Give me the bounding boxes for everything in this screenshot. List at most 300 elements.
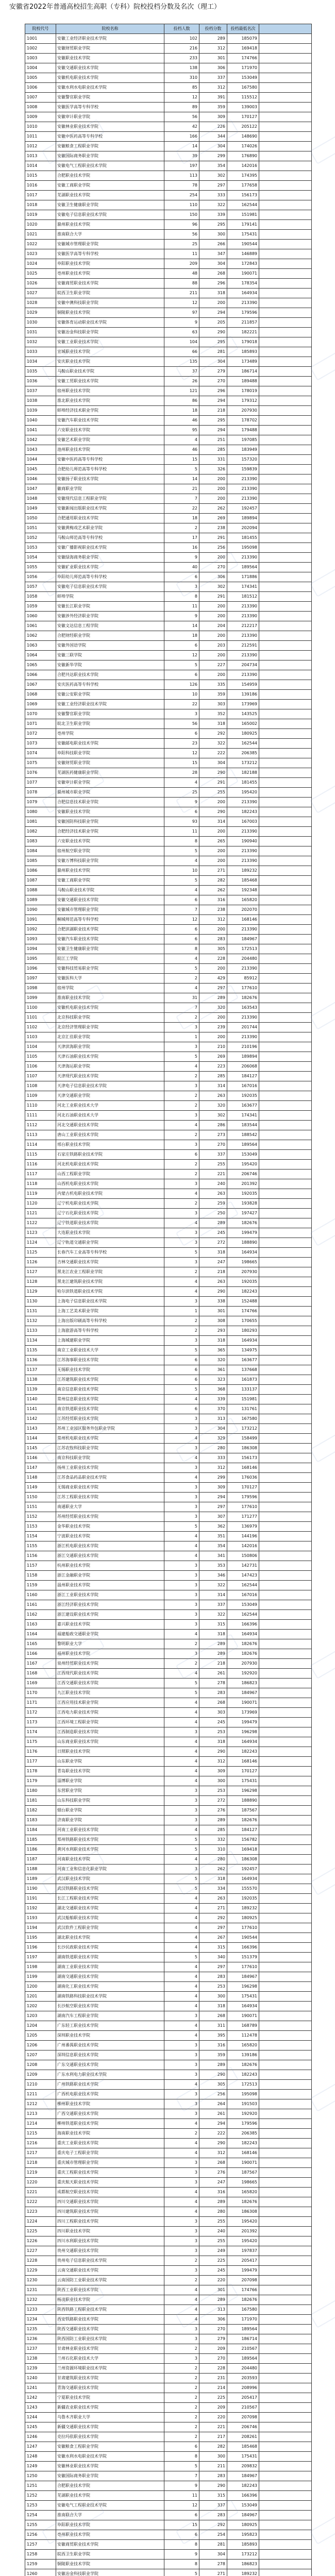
cell-count: 8 bbox=[164, 944, 199, 954]
cell-code: 1232 bbox=[25, 2295, 56, 2305]
cell-code: 1037 bbox=[25, 386, 56, 396]
cell-count: 3 bbox=[164, 2158, 199, 2168]
cell-score: 255 bbox=[199, 2217, 227, 2227]
cell-code: 1253 bbox=[25, 2501, 56, 2511]
cell-score: 297 bbox=[199, 984, 227, 993]
cell-code: 1156 bbox=[25, 1551, 56, 1561]
cell-name: 安徽现代信息工程职业学院 bbox=[56, 494, 164, 504]
table-row bbox=[25, 34, 312, 44]
cell-score: 280 bbox=[199, 2207, 227, 2217]
cell-count: 5 bbox=[164, 1052, 199, 1062]
cell-extra bbox=[259, 2080, 312, 2090]
cell-rank: 175431 bbox=[227, 1992, 259, 2002]
table-row bbox=[25, 2471, 312, 2481]
cell-extra bbox=[259, 1023, 312, 1032]
cell-count: 4 bbox=[164, 856, 199, 866]
col-header-extra bbox=[259, 24, 312, 34]
cell-code: 1202 bbox=[25, 2002, 56, 2011]
cell-code: 1166 bbox=[25, 1649, 56, 1659]
cell-score: 318 bbox=[199, 1248, 227, 1258]
cell-count: 11 bbox=[164, 827, 199, 837]
cell-name: 江西制造职业技术学院 bbox=[56, 1727, 164, 1737]
cell-code: 1203 bbox=[25, 2011, 56, 2021]
cell-score: 200 bbox=[199, 612, 227, 621]
cell-count: 6 bbox=[164, 641, 199, 651]
cell-code: 1176 bbox=[25, 1747, 56, 1757]
cell-rank: 151981 bbox=[227, 210, 259, 220]
cell-code: 1186 bbox=[25, 1845, 56, 1855]
cell-score: 312 bbox=[199, 2148, 227, 2158]
cell-score: 294 bbox=[199, 426, 227, 435]
cell-score: 351 bbox=[199, 1532, 227, 1541]
cell-rank: 195420 bbox=[227, 1160, 259, 1170]
cell-count: 8 bbox=[164, 592, 199, 602]
cell-rank: 186714 bbox=[227, 2334, 259, 2344]
cell-score: 272 bbox=[199, 1796, 227, 1806]
cell-name: 安庆医药高等专科学校 bbox=[56, 680, 164, 690]
cell-count: 3 bbox=[164, 1023, 199, 1032]
cell-name: 安徽新华学院 bbox=[56, 660, 164, 670]
table-row bbox=[25, 377, 312, 386]
cell-extra bbox=[259, 1747, 312, 1757]
cell-count: 5 bbox=[164, 964, 199, 974]
table-row bbox=[25, 122, 312, 132]
cell-score: 272 bbox=[199, 1238, 227, 1248]
cell-rank: 199479 bbox=[227, 2266, 259, 2276]
cell-extra bbox=[259, 1307, 312, 1316]
cell-count: 2 bbox=[164, 2413, 199, 2422]
cell-score: 200 bbox=[199, 1032, 227, 1042]
cell-code: 1159 bbox=[25, 1581, 56, 1590]
cell-extra bbox=[259, 2178, 312, 2188]
cell-extra bbox=[259, 142, 312, 151]
cell-name: 南京工业职业技术大学 bbox=[56, 1346, 164, 1355]
table-row bbox=[25, 2501, 312, 2511]
cell-extra bbox=[259, 2246, 312, 2256]
cell-name: 柳州铁道职业技术学院 bbox=[56, 2119, 164, 2129]
cell-extra bbox=[259, 416, 312, 426]
cell-rank: 207930 bbox=[227, 1659, 259, 1669]
cell-name: 陕西铁路工程职业技术学院 bbox=[56, 2305, 164, 2315]
cell-code: 1194 bbox=[25, 1923, 56, 1933]
cell-count: 5 bbox=[164, 465, 199, 474]
cell-extra bbox=[259, 2050, 312, 2060]
cell-score: 281 bbox=[199, 2540, 227, 2550]
cell-score: 314 bbox=[199, 817, 227, 827]
cell-name: 青海交通职业技术学院 bbox=[56, 2383, 164, 2393]
cell-count: 3 bbox=[164, 1444, 199, 1453]
cell-rank: 188890 bbox=[227, 1238, 259, 1248]
cell-count: 4 bbox=[164, 2080, 199, 2090]
cell-name: 日照职业技术学院 bbox=[56, 1747, 164, 1757]
cell-extra bbox=[259, 670, 312, 680]
table-row bbox=[25, 435, 312, 445]
cell-extra bbox=[259, 2511, 312, 2520]
cell-score: 315 bbox=[199, 1620, 227, 1630]
cell-rank: 184127 bbox=[227, 1825, 259, 1835]
cell-extra bbox=[259, 1140, 312, 1150]
table-row bbox=[25, 1091, 312, 1101]
cell-name: 上海电子信息职业技术学院 bbox=[56, 1297, 164, 1307]
cell-extra bbox=[259, 631, 312, 641]
table-row bbox=[25, 1209, 312, 1218]
cell-rank: 210196 bbox=[227, 1042, 259, 1052]
cell-extra bbox=[259, 269, 312, 279]
cell-extra bbox=[259, 1874, 312, 1884]
cell-score: 306 bbox=[199, 63, 227, 73]
cell-score: 300 bbox=[199, 230, 227, 240]
table-row bbox=[25, 1630, 312, 1639]
cell-count: 23 bbox=[164, 739, 199, 749]
cell-rank: 173969 bbox=[227, 1708, 259, 1718]
cell-code: 1028 bbox=[25, 298, 56, 308]
cell-extra bbox=[259, 2011, 312, 2021]
cell-extra bbox=[259, 1767, 312, 1776]
cell-count: 4 bbox=[164, 2315, 199, 2325]
cell-score: 200 bbox=[199, 484, 227, 494]
table-row bbox=[25, 2560, 312, 2569]
watermark-mark bbox=[310, 2499, 335, 2545]
cell-code: 1110 bbox=[25, 1101, 56, 1111]
cell-code: 1039 bbox=[25, 406, 56, 416]
cell-rank: 177610 bbox=[227, 984, 259, 993]
cell-code: 1164 bbox=[25, 1630, 56, 1639]
cell-rank: 142731 bbox=[227, 1561, 259, 1571]
cell-name: 郑州铁路职业技术学院 bbox=[56, 1835, 164, 1845]
cell-rank: 144196 bbox=[227, 1532, 259, 1541]
cell-count: 2 bbox=[164, 2129, 199, 2139]
cell-code: 1077 bbox=[25, 778, 56, 788]
cell-score: 320 bbox=[199, 1355, 227, 1365]
cell-code: 1212 bbox=[25, 2099, 56, 2109]
table-row bbox=[25, 1639, 312, 1649]
cell-code: 1127 bbox=[25, 1267, 56, 1277]
cell-rank: 182243 bbox=[227, 2481, 259, 2491]
cell-code: 1124 bbox=[25, 1238, 56, 1248]
cell-count: 3 bbox=[164, 1081, 199, 1091]
cell-score: 220 bbox=[199, 2413, 227, 2422]
cell-rank: 185893 bbox=[227, 347, 259, 357]
cell-score: 302 bbox=[199, 582, 227, 592]
cell-score: 282 bbox=[199, 876, 227, 886]
cell-score: 318 bbox=[199, 719, 227, 729]
cell-rank: 196298 bbox=[227, 1982, 259, 1992]
cell-extra bbox=[259, 112, 312, 122]
cell-score: 200 bbox=[199, 925, 227, 935]
cell-score: 200 bbox=[199, 798, 227, 807]
cell-code: 1089 bbox=[25, 895, 56, 905]
cell-count: 10 bbox=[164, 690, 199, 700]
cell-count: 3 bbox=[164, 2109, 199, 2119]
cell-count: 12 bbox=[164, 93, 199, 103]
cell-rank: 169418 bbox=[227, 1845, 259, 1855]
cell-extra bbox=[259, 514, 312, 523]
table-row bbox=[25, 553, 312, 563]
cell-code: 1225 bbox=[25, 2227, 56, 2236]
cell-name: 安徽城市管理职业学院 bbox=[56, 905, 164, 915]
cell-name: 安徽城市管理职业学院 bbox=[56, 240, 164, 249]
cell-code: 1206 bbox=[25, 2041, 56, 2050]
cell-rank: 195098 bbox=[227, 2090, 259, 2099]
cell-code: 1158 bbox=[25, 1571, 56, 1581]
cell-count: 2 bbox=[164, 2374, 199, 2383]
cell-count: 7 bbox=[164, 2471, 199, 2481]
cell-code: 1015 bbox=[25, 171, 56, 181]
cell-rank: 189564 bbox=[227, 2325, 259, 2334]
cell-extra bbox=[259, 1355, 312, 1365]
cell-count: 6 bbox=[164, 2511, 199, 2520]
cell-rank: 182243 bbox=[227, 2139, 259, 2148]
table-row bbox=[25, 1072, 312, 1081]
cell-name: 重庆工业职业技术学院 bbox=[56, 2139, 164, 2148]
cell-count: 6 bbox=[164, 729, 199, 739]
cell-code: 1242 bbox=[25, 2393, 56, 2403]
cell-name: 安徽职业技术学院 bbox=[56, 54, 164, 63]
table-row bbox=[25, 1581, 312, 1590]
cell-count: 89 bbox=[164, 103, 199, 112]
cell-count: 5 bbox=[164, 876, 199, 886]
table-row bbox=[25, 1023, 312, 1032]
cell-extra bbox=[259, 523, 312, 533]
cell-code: 1180 bbox=[25, 1786, 56, 1796]
cell-name: 西安铁路职业技术学院 bbox=[56, 2315, 164, 2325]
cell-code: 1022 bbox=[25, 240, 56, 249]
table-row bbox=[25, 2511, 312, 2520]
table-row bbox=[25, 1160, 312, 1170]
cell-score: 359 bbox=[199, 103, 227, 112]
table-row bbox=[25, 1757, 312, 1767]
table-row bbox=[25, 876, 312, 886]
cell-count: 5 bbox=[164, 1346, 199, 1355]
table-row bbox=[25, 1042, 312, 1052]
cell-score: 353 bbox=[199, 1561, 227, 1571]
cell-name: 合肥滨湖职业技术学院 bbox=[56, 925, 164, 935]
cell-extra bbox=[259, 2207, 312, 2217]
cell-count: 6 bbox=[164, 935, 199, 944]
cell-rank: 147423 bbox=[227, 1571, 259, 1581]
cell-rank: 162544 bbox=[227, 1581, 259, 1590]
table-row bbox=[25, 788, 312, 798]
cell-count: 2 bbox=[164, 2383, 199, 2393]
cell-name: 兰州石化职业技术大学 bbox=[56, 2354, 164, 2364]
cell-extra bbox=[259, 2197, 312, 2207]
cell-name: 安徽矿业职业技术学院 bbox=[56, 563, 164, 572]
cell-extra bbox=[259, 1170, 312, 1179]
cell-score: 297 bbox=[199, 181, 227, 191]
cell-name: 马鞍山职业技术学院 bbox=[56, 367, 164, 377]
cell-code: 1226 bbox=[25, 2236, 56, 2246]
cell-extra bbox=[259, 1287, 312, 1297]
table-row bbox=[25, 1649, 312, 1659]
cell-name: 黄河水利职业技术学院 bbox=[56, 1845, 164, 1855]
table-row bbox=[25, 1434, 312, 1444]
table-row bbox=[25, 680, 312, 690]
cell-extra bbox=[259, 2158, 312, 2168]
cell-name: 芜湖职业技术学院 bbox=[56, 2491, 164, 2501]
cell-rank: 197085 bbox=[227, 435, 259, 445]
cell-count: 5 bbox=[164, 1884, 199, 1894]
cell-rank: 190071 bbox=[227, 2158, 259, 2168]
cell-code: 1171 bbox=[25, 1698, 56, 1708]
cell-score: 223 bbox=[199, 1062, 227, 1072]
cell-rank: 139186 bbox=[227, 2050, 259, 2060]
cell-extra bbox=[259, 2002, 312, 2011]
table-row bbox=[25, 1933, 312, 1943]
cell-code: 1138 bbox=[25, 1375, 56, 1385]
cell-extra bbox=[259, 1865, 312, 1874]
table-row bbox=[25, 2393, 312, 2403]
cell-count: 216 bbox=[164, 44, 199, 54]
cell-rank: 185468 bbox=[227, 2442, 259, 2452]
cell-code: 1091 bbox=[25, 915, 56, 925]
cell-rank: 182676 bbox=[227, 2197, 259, 2207]
cell-code: 1001 bbox=[25, 34, 56, 44]
cell-rank: 174026 bbox=[227, 142, 259, 151]
cell-extra bbox=[259, 778, 312, 788]
cell-name: 安徽商贸职业技术学院 bbox=[56, 279, 164, 289]
cell-rank: 182243 bbox=[227, 807, 259, 817]
cell-count: 5 bbox=[164, 1248, 199, 1258]
cell-score: 200 bbox=[199, 964, 227, 974]
cell-name: 安徽电子信息职业技术学院 bbox=[56, 210, 164, 220]
cell-score: 240 bbox=[199, 2227, 227, 2236]
cell-extra bbox=[259, 1463, 312, 1473]
cell-code: 1254 bbox=[25, 2511, 56, 2520]
cell-extra bbox=[259, 406, 312, 416]
cell-rank: 85912 bbox=[227, 974, 259, 984]
table-row bbox=[25, 2383, 312, 2393]
table-row bbox=[25, 1776, 312, 1786]
cell-count: 4 bbox=[164, 2139, 199, 2148]
table-row bbox=[25, 2550, 312, 2560]
cell-rank: 182188 bbox=[227, 768, 259, 778]
cell-name: 徽商职业学院 bbox=[56, 484, 164, 494]
cell-code: 1064 bbox=[25, 651, 56, 660]
cell-score: 283 bbox=[199, 935, 227, 944]
cell-code: 1248 bbox=[25, 2452, 56, 2462]
cell-code: 1243 bbox=[25, 2403, 56, 2413]
cell-extra bbox=[259, 1933, 312, 1943]
cell-extra bbox=[259, 1796, 312, 1806]
cell-rank: 190544 bbox=[227, 1933, 259, 1943]
table-row bbox=[25, 514, 312, 523]
cell-extra bbox=[259, 660, 312, 670]
cell-extra bbox=[259, 1541, 312, 1551]
cell-extra bbox=[259, 1904, 312, 1913]
cell-score: 270 bbox=[199, 2325, 227, 2334]
cell-rank: 173969 bbox=[227, 700, 259, 709]
cell-name: 安徽卫生健康职业学院 bbox=[56, 944, 164, 954]
cell-count: 2 bbox=[164, 2393, 199, 2403]
cell-count: 3 bbox=[164, 1463, 199, 1473]
cell-extra bbox=[259, 1806, 312, 1816]
table-row bbox=[25, 1326, 312, 1336]
cell-extra bbox=[259, 445, 312, 455]
cell-score: 255 bbox=[199, 2236, 227, 2246]
cell-name: 武汉职业技术学院 bbox=[56, 1874, 164, 1884]
cell-extra bbox=[259, 435, 312, 445]
cell-extra bbox=[259, 1365, 312, 1375]
cell-count: 12 bbox=[164, 749, 199, 758]
cell-extra bbox=[259, 63, 312, 73]
cell-code: 1189 bbox=[25, 1874, 56, 1884]
cell-name: 湖南铁路科技职业技术学院 bbox=[56, 1992, 164, 2002]
cell-code: 1179 bbox=[25, 1776, 56, 1786]
cell-name: 湖南工业职业技术学院 bbox=[56, 1962, 164, 1972]
cell-count: 3 bbox=[164, 1336, 199, 1346]
cell-count: 113 bbox=[164, 171, 199, 181]
table-row bbox=[25, 1659, 312, 1669]
cell-score: 262 bbox=[199, 1865, 227, 1874]
cell-rank: 186823 bbox=[227, 2560, 259, 2569]
table-row bbox=[25, 886, 312, 895]
table-row bbox=[25, 2442, 312, 2452]
cell-rank: 195420 bbox=[227, 2217, 259, 2227]
cell-name: 重庆城市管理职业学院 bbox=[56, 2158, 164, 2168]
cell-count: 121 bbox=[164, 386, 199, 396]
table-row bbox=[25, 1473, 312, 1483]
cell-code: 1011 bbox=[25, 132, 56, 142]
cell-count: 4 bbox=[164, 1473, 199, 1483]
cell-count: 10 bbox=[164, 866, 199, 876]
cell-extra bbox=[259, 964, 312, 974]
table-row bbox=[25, 670, 312, 680]
cell-name: 阜阳职业技术学院 bbox=[56, 2520, 164, 2530]
cell-score: 255 bbox=[199, 788, 227, 798]
cell-rank: 182676 bbox=[227, 993, 259, 1003]
cell-extra bbox=[259, 279, 312, 289]
table-row bbox=[25, 2060, 312, 2070]
cell-code: 1067 bbox=[25, 680, 56, 690]
table-row bbox=[25, 954, 312, 964]
cell-code: 1129 bbox=[25, 1287, 56, 1297]
cell-rank: 184127 bbox=[227, 1072, 259, 1081]
cell-name: 四川交通职业技术学院 bbox=[56, 2197, 164, 2207]
cell-extra bbox=[259, 465, 312, 474]
cell-name: 天津电子信息职业技术学院 bbox=[56, 1081, 164, 1091]
cell-extra bbox=[259, 2129, 312, 2139]
cell-count: 22 bbox=[164, 504, 199, 514]
cell-rank: 185079 bbox=[227, 34, 259, 44]
cell-score: 294 bbox=[199, 1493, 227, 1502]
table-row bbox=[25, 2403, 312, 2413]
table-row bbox=[25, 533, 312, 543]
cell-code: 1007 bbox=[25, 93, 56, 103]
cell-name: 安徽中医药高等专科学校 bbox=[56, 455, 164, 465]
cell-code: 1059 bbox=[25, 602, 56, 612]
table-row bbox=[25, 1179, 312, 1189]
cell-name: 北京汇佳职业学院 bbox=[56, 1032, 164, 1042]
cell-name: 长沙航空职业技术学院 bbox=[56, 2002, 164, 2011]
cell-score: 291 bbox=[199, 592, 227, 602]
cell-code: 1174 bbox=[25, 1727, 56, 1737]
cell-code: 1073 bbox=[25, 739, 56, 749]
cell-name: 烟台职业学院 bbox=[56, 1806, 164, 1816]
cell-extra bbox=[259, 1385, 312, 1395]
cell-name: 扬州工业职业技术学院 bbox=[56, 1463, 164, 1473]
cell-score: 263 bbox=[199, 1189, 227, 1199]
table-row bbox=[25, 1688, 312, 1698]
cell-score: 270 bbox=[199, 2354, 227, 2364]
cell-rank: 182676 bbox=[227, 1639, 259, 1649]
cell-rank: 164934 bbox=[227, 1874, 259, 1884]
cell-name: 安徽财贸职业学院 bbox=[56, 44, 164, 54]
watermark-mark bbox=[310, 119, 335, 164]
cell-count: 3 bbox=[164, 1571, 199, 1581]
cell-code: 1134 bbox=[25, 1336, 56, 1346]
cell-code: 1230 bbox=[25, 2276, 56, 2285]
cell-count: 138 bbox=[164, 63, 199, 73]
